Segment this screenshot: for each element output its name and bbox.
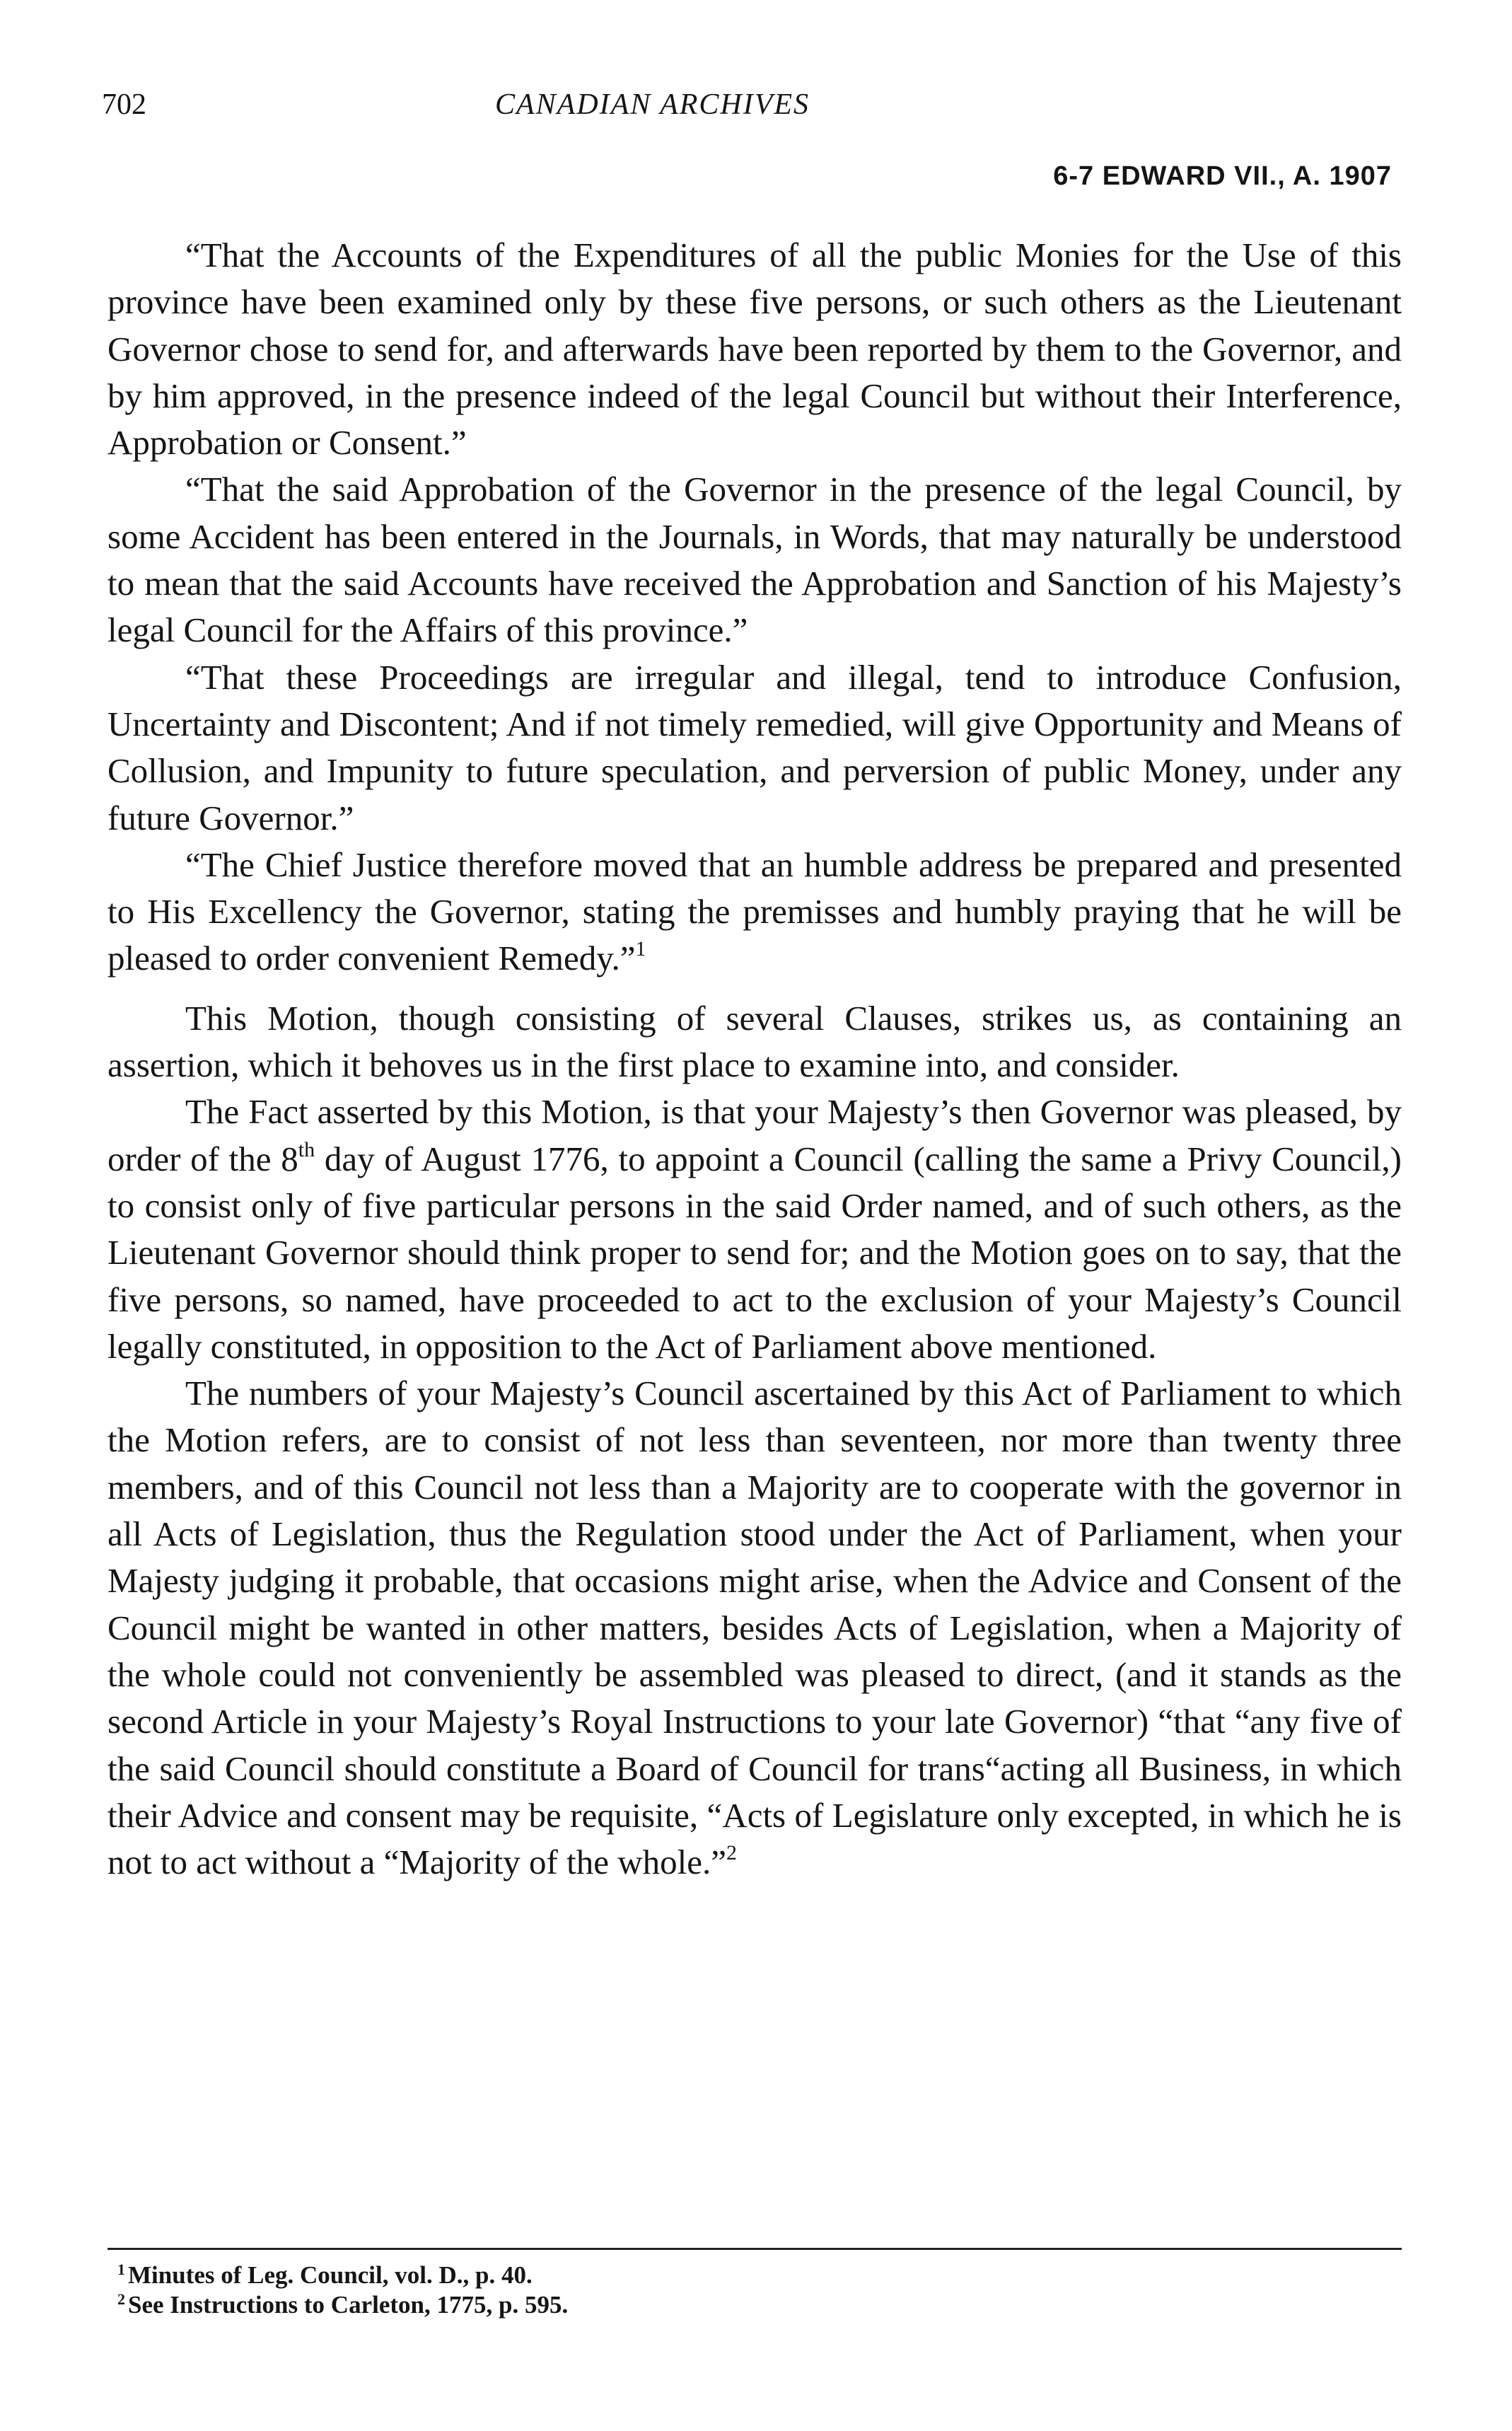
paragraph-text: “That the said Approbation of the Governor in the presence of the legal Council, by some Accident has been entered in the Journals, in Words, that may naturally be understood to mean that the said Accounts have received the Approbation and Sanction of his Majesty’s legal Council for the Affairs of this province.” xyxy=(107,470,1402,650)
paragraph-text: “That the Accounts of the Expenditures of all the public Monies for the Use of this province have been examined only by these five persons, or such others as the Lieutenant Governor chose to send for, and afterwards have been reported by them to the Governor, and by him approved, in the presence indeed of the legal Council but without their Interference, Approbation or Consent.” xyxy=(107,236,1402,463)
paragraph-text: “That these Proceedings are irregular and illegal, tend to introduce Confusion, Uncertainty and Discontent; And if not timely remedied, will give Opportunity and Means of Collusion, and Impunity to future speculation, and perversion of public Money, under any future Governor.” xyxy=(107,657,1402,837)
paragraph-text: The Fact asserted by this Motion, is that your Majesty’s then Governor was pleased, by order of the 8 xyxy=(107,1092,1402,1178)
footnote-text: Minutes of Leg. Council, vol. D., p. 40. xyxy=(128,2261,533,2289)
footnote-divider xyxy=(107,2248,1402,2250)
paragraph xyxy=(107,1370,1402,1886)
footnote-reference: 1 xyxy=(635,937,646,961)
paragraph-text: This Motion, though consisting of several Clauses, strikes us, as containing an assertion, which it behoves us in the first place to examine into, and consider. xyxy=(107,998,1402,1085)
paragraph xyxy=(107,466,1402,654)
page-number: 702 xyxy=(102,88,146,121)
footnotes xyxy=(117,2261,568,2320)
paragraph xyxy=(107,232,1402,466)
footnote-mark: 2 xyxy=(117,2290,125,2308)
paragraph-text: “The Chief Justice therefore moved that an humble address be prepared and presented to His Excellency the Governor, stating the premisses and humbly praying that he will be pleased to order convenient Remedy.” xyxy=(107,845,1402,978)
paragraph xyxy=(107,842,1402,982)
paragraph xyxy=(107,1089,1402,1370)
footnote xyxy=(117,2290,568,2320)
footnote xyxy=(117,2261,568,2290)
footnote-reference: 2 xyxy=(726,1841,737,1865)
running-title: CANADIAN ARCHIVES xyxy=(495,88,810,121)
paragraph xyxy=(107,995,1402,1089)
session-heading: 6-7 EDWARD VII., A. 1907 xyxy=(1053,161,1392,191)
paragraph xyxy=(107,654,1402,842)
body-text xyxy=(107,232,1402,1886)
paragraph-text: The numbers of your Majesty’s Council ascertained by this Act of Parliament to which the Motion refers, are to consist of not less than seventeen, nor more than twenty three members, and of this Council not less than a Majority are to cooperate with the governor in all Acts of Legislation, thus the Regulation stood under the Act of Parliament, when your Majesty judging it probable, that occasions might arise, when the Advice and Consent of the Council might be wanted in other matters, besides Acts of Legislation, when a Majority of the whole could not conveniently be assembled was pleased to direct, (and it stands as the second Article in your Majesty’s Royal Instructions to your late Governor) “that “any five of the said Council should constitute a Board of Council for trans“acting all Business, in which their Advice and consent may be requisite, “Acts of Legislature only excepted, in which he is not to act without a “Majority of the whole.” xyxy=(107,1374,1402,1882)
footnote-mark: 1 xyxy=(117,2261,125,2278)
footnote-text: See Instructions to Carleton, 1775, p. 595. xyxy=(128,2291,569,2319)
paragraph-text: day of August 1776, to appoint a Council (calling the same a Privy Council,) to consist only of five particular persons in the said Order named, and of such others, as the Lieutenant Governor should think proper to send for; and the Motion goes on to say, that the five persons, so named, have proceeded to act to the exclusion of your Majesty’s Council legally constituted, in opposition to the Act of Parliament above mentioned. xyxy=(107,1139,1402,1366)
ordinal-suffix: th xyxy=(298,1137,315,1161)
